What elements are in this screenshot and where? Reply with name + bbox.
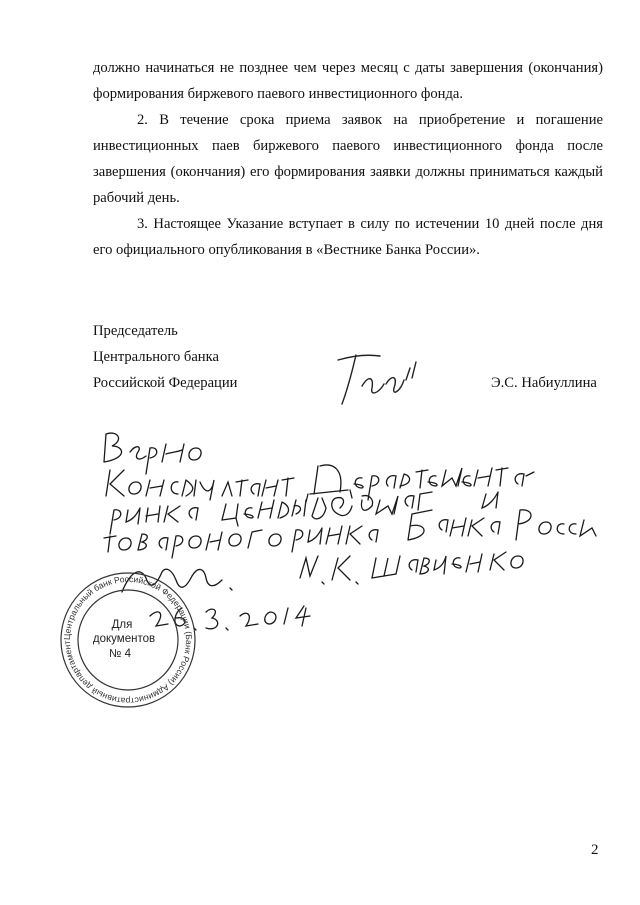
signatory-name: Э.С. Набиуллина bbox=[491, 375, 597, 391]
round-stamp bbox=[61, 573, 195, 707]
signatory-line-3: Российской Федерации bbox=[93, 375, 238, 391]
chairman-signature bbox=[338, 355, 416, 404]
stamp-center-line-1: Для bbox=[111, 619, 133, 631]
page-number: 2 bbox=[591, 842, 599, 858]
stamp-ring-text: Центральный банк Российской Федерации (Банк России) Административный департамент bbox=[61, 573, 195, 707]
paragraph-3: 3. Настоящее Указание вступает в силу по истечении 10 дней после дня его официального опубликования в «Вестнике Банка России». bbox=[93, 216, 603, 258]
stamp-center-line-3: № 4 bbox=[109, 648, 131, 660]
stamp-center-line-2: документов bbox=[92, 633, 156, 645]
signatory-line-1: Председатель bbox=[93, 323, 178, 339]
paragraph-2: 2. В течение срока приема заявок на приобретение и погашение инвестиционных паев биржевого паевого инвестиционного фонда после завершения (окончания) его формирования заявки должны приниматься каждый рабочий день. bbox=[93, 112, 603, 206]
paragraph-1: должно начинаться не позднее чем через месяц с даты завершения (окончания) формирования биржевого паевого инвестиционного фонда. bbox=[93, 60, 603, 102]
signatory-line-2: Центрального банка bbox=[93, 349, 219, 365]
